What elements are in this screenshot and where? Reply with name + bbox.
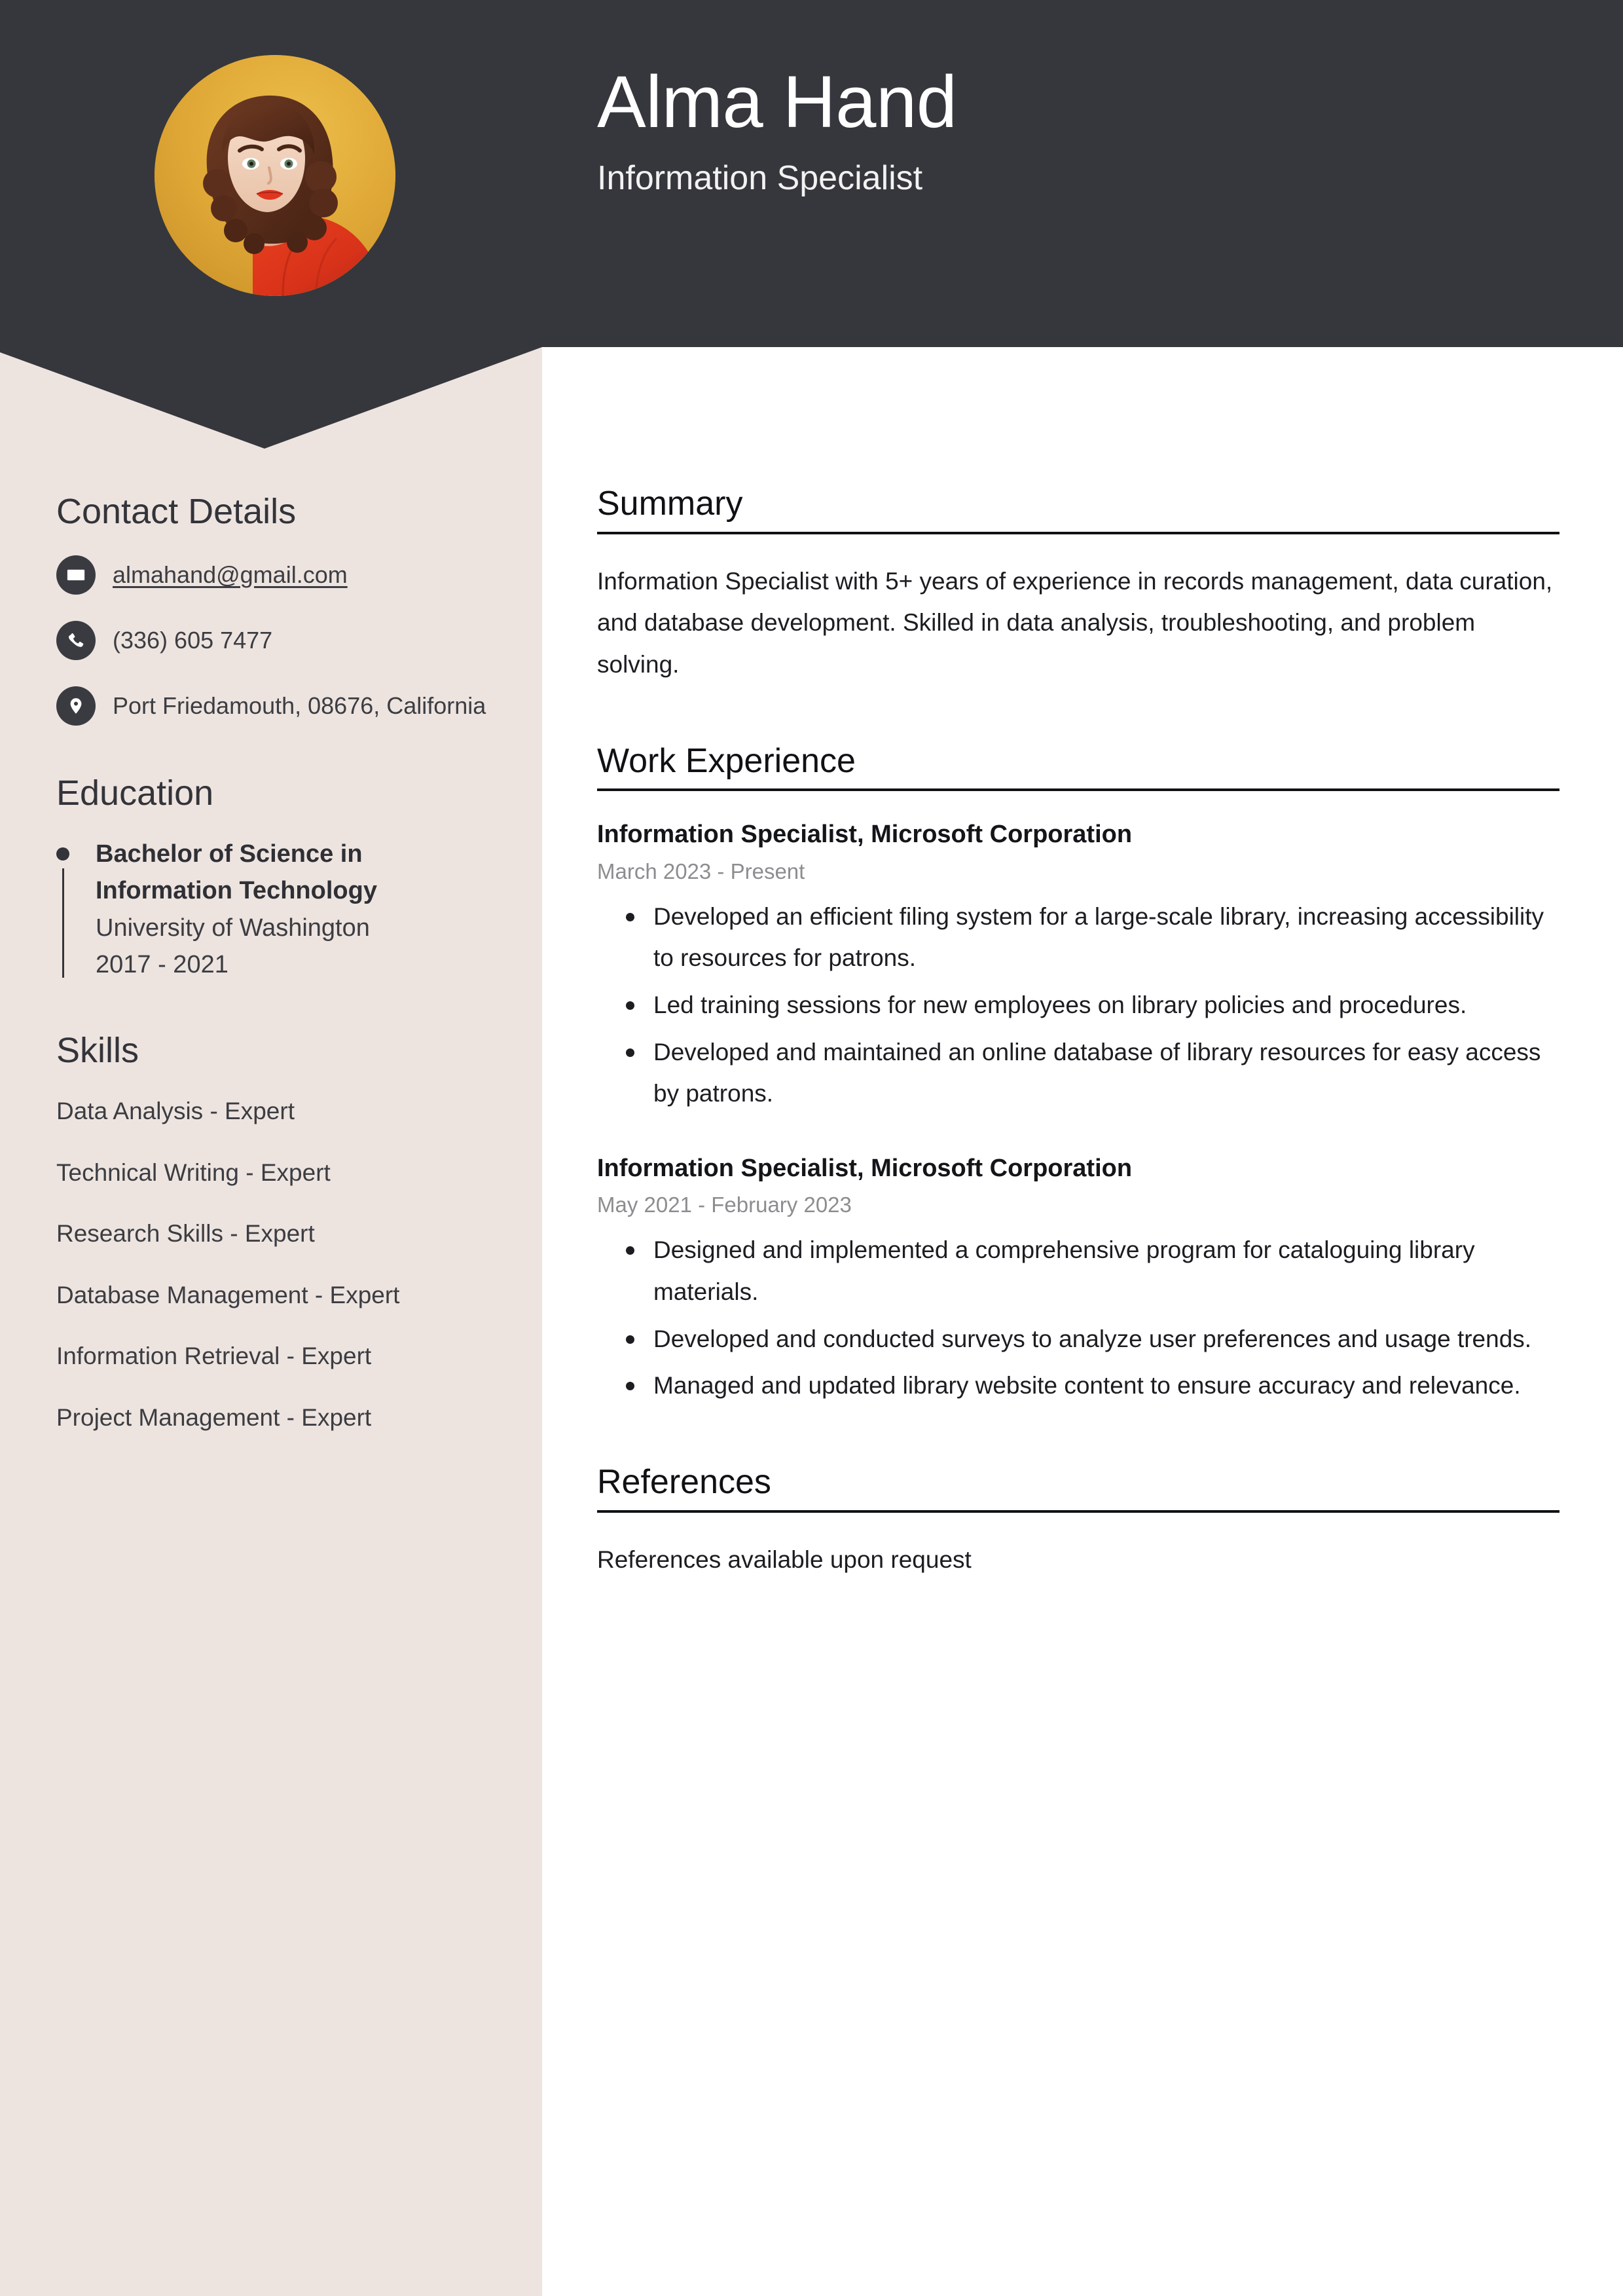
- phone-icon: [56, 621, 96, 660]
- references-heading: References: [597, 1462, 771, 1501]
- summary-text: Information Specialist with 5+ years of experience in records management, data curation, and database development. Skilled in data analysis, troubleshooting, and problem solving.: [597, 567, 1553, 678]
- education-timeline-rule: [62, 868, 64, 978]
- job-bullets: [597, 896, 1559, 1115]
- references-section: [597, 1463, 1559, 1580]
- job-dates: May 2021 - February 2023: [597, 1193, 852, 1217]
- sidebar: [56, 491, 501, 1483]
- job-entry: [597, 817, 1559, 1115]
- contact-item-phone[interactable]: [56, 620, 501, 660]
- summary-heading: Summary: [597, 485, 743, 523]
- list-item: Project Management - Expert: [56, 1403, 372, 1431]
- contact-address-value: Port Friedamouth, 08676, California: [113, 692, 486, 720]
- summary-divider: [597, 532, 1559, 534]
- education-bullet-icon: [56, 847, 69, 861]
- list-item: Information Retrieval - Expert: [56, 1342, 372, 1370]
- contact-item-email[interactable]: [56, 554, 501, 595]
- location-pin-icon: [56, 686, 96, 726]
- avatar: [155, 55, 395, 296]
- job-role: Information Specialist, Microsoft Corporation: [597, 1154, 1133, 1182]
- references-divider: [597, 1510, 1559, 1513]
- list-item: Managed and updated library website content to ensure accuracy and relevance.: [653, 1365, 1559, 1407]
- contact-details-heading: Contact Details: [56, 492, 297, 531]
- list-item: Developed and maintained an online database of library resources for easy access by patrons.: [653, 1031, 1559, 1115]
- summary-section: [597, 485, 1559, 686]
- work-experience-divider: [597, 788, 1559, 791]
- job-bullets: [597, 1229, 1559, 1407]
- education-degree: Bachelor of Science in Information Technology: [96, 840, 377, 905]
- education-heading: Education: [56, 773, 214, 813]
- work-experience-section: [597, 742, 1559, 1407]
- contact-item-address: [56, 685, 501, 726]
- skills-section: [56, 1030, 501, 1435]
- contact-phone-value[interactable]: (336) 605 7477: [113, 627, 273, 654]
- contact-details-section: [56, 491, 501, 726]
- header-job-title: Information Specialist: [597, 158, 923, 197]
- list-item: Designed and implemented a comprehensive program for cataloguing library materials.: [653, 1229, 1559, 1312]
- contact-list: [56, 554, 501, 726]
- education-school: University of Washington: [96, 914, 370, 942]
- list-item: Technical Writing - Expert: [56, 1158, 331, 1186]
- job-entry: [597, 1151, 1559, 1407]
- list-item: Research Skills - Expert: [56, 1220, 315, 1248]
- contact-email-value[interactable]: almahand@gmail.com: [113, 561, 348, 589]
- skills-list: [56, 1093, 501, 1435]
- skills-heading: Skills: [56, 1031, 139, 1071]
- work-experience-heading: Work Experience: [597, 741, 856, 780]
- education-dates: 2017 - 2021: [96, 950, 228, 978]
- job-role: Information Specialist, Microsoft Corporation: [597, 821, 1133, 849]
- list-item: Developed an efficient filing system for a large-scale library, increasing accessibility to resources for patrons.: [653, 896, 1559, 979]
- list-item: Developed and conducted surveys to analyze user preferences and usage trends.: [653, 1318, 1559, 1360]
- header-text: [597, 63, 1514, 198]
- profile-photo-illustration: [155, 55, 395, 296]
- list-item: Data Analysis - Expert: [56, 1098, 295, 1125]
- education-section: [56, 773, 501, 983]
- job-dates: March 2023 - Present: [597, 859, 805, 883]
- envelope-icon: [56, 555, 96, 595]
- main-content: [597, 485, 1559, 1580]
- list-item: Database Management - Expert: [56, 1281, 400, 1308]
- references-text: References available upon request: [597, 1546, 972, 1573]
- education-entry: [56, 836, 501, 983]
- page-title: Alma Hand: [597, 61, 957, 143]
- list-item: Led training sessions for new employees on library policies and procedures.: [653, 984, 1559, 1026]
